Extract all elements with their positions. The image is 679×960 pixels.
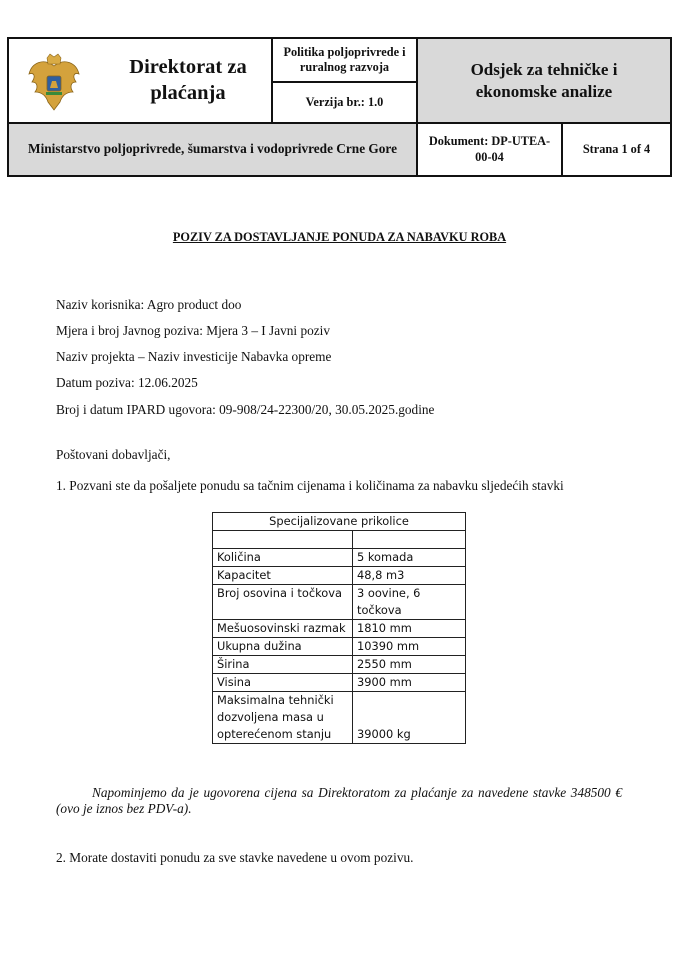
row-value: 39000 kg — [353, 692, 466, 744]
row-label: Visina — [213, 674, 353, 692]
row-label: Širina — [213, 656, 353, 674]
document-title: POZIV ZA DOSTAVLJANJE PONUDA ZA NABAVKU ROBA — [172, 230, 507, 244]
department-cell: Odsjek za tehničke i ekonomske analize — [417, 38, 671, 123]
greeting: Poštovani dobavljači, — [56, 447, 171, 462]
row-value: 3 oovine, 6 točkova — [353, 585, 466, 620]
table-row — [213, 638, 466, 656]
measure-call: Mjera i broj Javnog poziva: Mjera 3 – I Javni poziv — [56, 323, 330, 338]
table-row — [213, 692, 466, 744]
row-value: 48,8 m3 — [353, 567, 466, 585]
row-label: Mešuosovinski razmak — [213, 620, 353, 638]
table-empty-row — [213, 531, 466, 549]
coat-of-arms-icon — [26, 52, 82, 114]
table-row — [213, 567, 466, 585]
project-name: Naziv projekta – Naziv investicije Nabavka opreme — [56, 349, 332, 364]
page-number-cell: Strana 1 of 4 — [582, 141, 651, 156]
price-note: Napominjemo da je ugovorena cijena sa Direktoratom za plaćanje za navedene stavke 348500 € (ovo je iznos bez PDV-a). — [56, 785, 622, 816]
ipard-contract: Broj i datum IPARD ugovora: 09-908/24-22300/20, 30.05.2025.godine — [56, 402, 435, 417]
version-cell: Verzija br.: 1.0 — [305, 94, 384, 109]
row-value: 2550 mm — [353, 656, 466, 674]
row-value: 10390 mm — [353, 638, 466, 656]
ministry-cell: Ministarstvo poljoprivrede, šumarstva i vodoprivrede Crne Gore — [8, 123, 417, 176]
row-value: 3900 mm — [353, 674, 466, 692]
spec-table — [212, 512, 466, 744]
row-value: 1810 mm — [353, 620, 466, 638]
table-row — [213, 585, 466, 620]
row-label: Ukupna dužina — [213, 638, 353, 656]
beneficiary-name: Naziv korisnika: Agro product doo — [56, 297, 242, 312]
table-row — [213, 620, 466, 638]
table-row — [213, 549, 466, 567]
call-date: Datum poziva: 12.06.2025 — [56, 375, 198, 390]
table-title: Specijalizovane prikolice — [213, 513, 466, 531]
org-title: Direktorat za plaćanja — [129, 55, 247, 104]
policy-cell: Politika poljoprivrede i ruralnog razvoja — [283, 44, 406, 74]
row-label: Broj osovina i točkova — [213, 585, 353, 620]
table-header-row — [213, 513, 466, 531]
table-row — [213, 674, 466, 692]
table-row — [213, 656, 466, 674]
document-id-cell: Dokument: DP-UTEA-00-04 — [428, 134, 551, 164]
item-2: 2. Morate dostaviti ponudu za sve stavke navedene u ovom pozivu. — [56, 850, 414, 865]
row-label: Maksimalna tehnički dozvoljena masa u opterećenom stanju — [213, 692, 353, 744]
row-label: Količina — [213, 549, 353, 567]
row-label: Kapacitet — [213, 567, 353, 585]
row-value: 5 komada — [353, 549, 466, 567]
item-1: 1. Pozvani ste da pošaljete ponudu sa tačnim cijenama i količinama za nabavku sljedećih stavki — [56, 478, 564, 493]
